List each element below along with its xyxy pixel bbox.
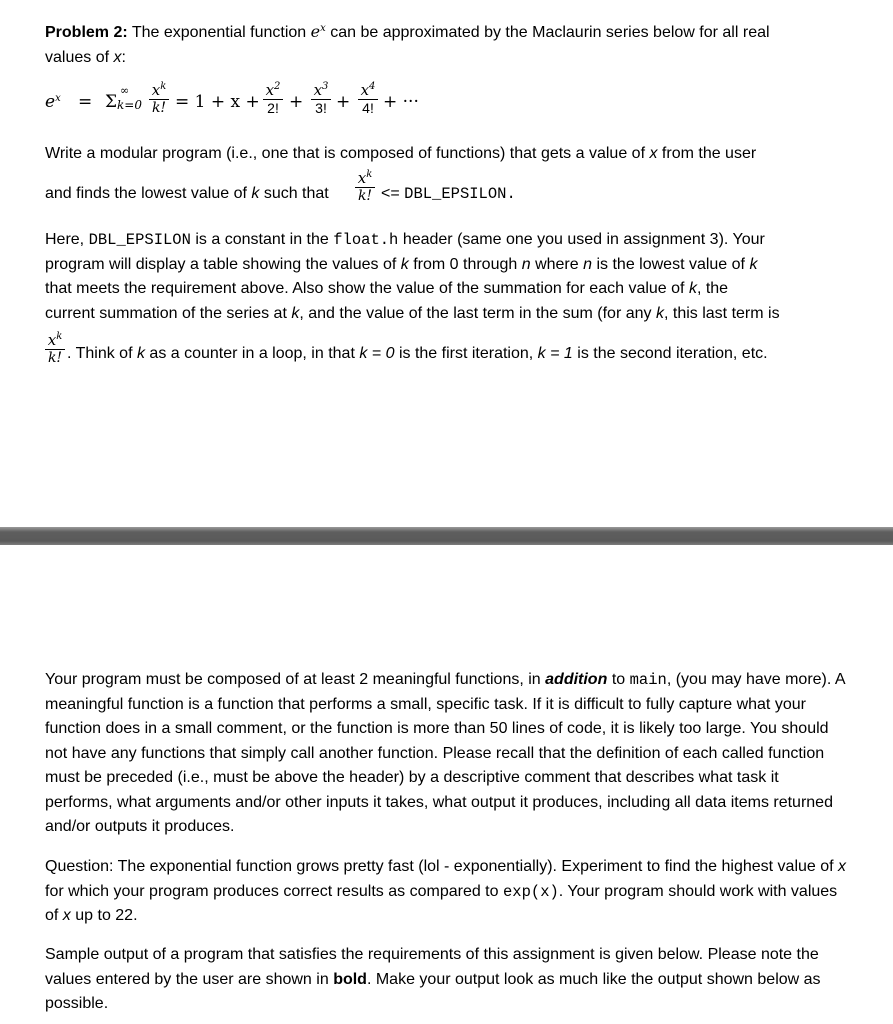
problem-heading: Problem 2: bbox=[45, 24, 128, 41]
sum-term-fraction: $x^k$ k! bbox=[149, 78, 169, 117]
sigma-symbol: $\Sigma_{k=0}$ bbox=[105, 92, 142, 112]
task-line-2: and finds the lowest value of k such that $x^k$ k! <= DBL_EPSILON. bbox=[45, 166, 850, 216]
document-page-bottom bbox=[0, 545, 893, 1024]
term-x2-fraction: $x^2$ 2! bbox=[263, 78, 283, 117]
problem-intro: Problem 2: The exponential function $e^x$ can be approximated by the Maclaurin series below for all real values of x: bbox=[45, 22, 770, 66]
functions-paragraph: Your program must be composed of at least 2 meaningful functions, in addition to main, (you may have more). A meaningful function is a function that performs a small, specific task. If it is difficult to fully capture what your function does in a small comment, or the function is more than 50 lines of code, it is likely too large. You should not have any functions that simply call another function. Please recall that the definition of each called function must be preceded (i.e., must be above the header) by a descriptive comment that describes what task it performs, what arguments and/or other inputs it takes, what output it produces, including all data items returned and/or outputs it produces. bbox=[45, 671, 845, 835]
sample-paragraph: Sample output of a program that satisfies the requirements of this assignment is given below. Please note the values entered by the user are shown in bold. Make your output look as much like the output shown below as possible. bbox=[45, 946, 821, 1012]
term-x3-fraction: $x^3$ 3! bbox=[311, 78, 331, 117]
here-paragraph: Here, DBL_EPSILON is a constant in the float.h header (same one you used in assignment 3). Your program will display a table showing the values of k from 0 through n where n is the lowest value of k that meets the requirement above. Also show the value of the summation for each value of k, the current summation of the series at k, and the value of the last term in the sum (for any k, this last term is bbox=[45, 231, 780, 322]
maclaurin-series-equation: $e^x$ = $\Sigma_{k=0}$ ∞ $x^k$ k! = 1 + x + $x^2$ 2! + $x^3$ 3! + $x^4$ 4! + ··· bbox=[45, 78, 645, 128]
question-paragraph: Question: The exponential function grows pretty fast (lol - exponentially). Experiment to find the highest value of x for which your program produces correct results as compared to exp(x). Your program should work with values of x up to 22. bbox=[45, 858, 847, 924]
page-separator bbox=[0, 527, 893, 545]
task-line-1: Write a modular program (i.e., one that is composed of functions) that gets a value of x from the user bbox=[45, 145, 757, 162]
here-last-line: $x^k$ k! . Think of k as a counter in a loop, in that k = 0 is the first iteration, k = 1 is the second iteration, etc. bbox=[45, 328, 850, 374]
dbl-epsilon-constant: DBL_EPSILON. bbox=[404, 185, 516, 203]
last-term-fraction: $x^k$ k! bbox=[45, 328, 65, 367]
epsilon-condition-fraction: $x^k$ k! bbox=[355, 166, 375, 205]
eq-lhs: $e^x$ bbox=[45, 92, 61, 112]
term-x4-fraction: $x^4$ 4! bbox=[358, 78, 378, 117]
